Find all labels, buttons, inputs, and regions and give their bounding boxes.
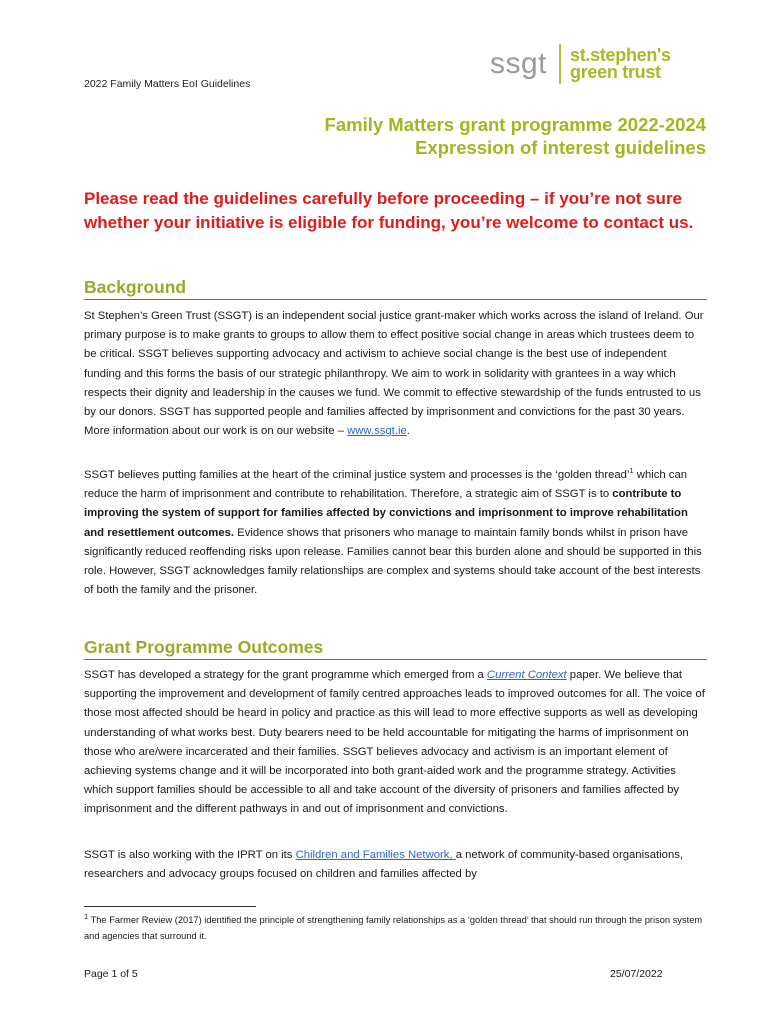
outcomes-paragraph-1 xyxy=(84,666,706,820)
outcomes-paragraph-2 xyxy=(84,846,706,884)
background-paragraph-2-mid: which can reduce the harm of imprisonment and contribute to rehabilitation. Therefore, a strategic aim of SSGT is to xyxy=(84,469,688,501)
background-paragraph-1 xyxy=(84,307,706,441)
footnote xyxy=(84,913,704,944)
footer-date: 25/07/2022 xyxy=(610,968,663,980)
background-paragraph-2-start: SSGT believes putting families at the heart of the criminal justice system and processes is the ‘golden thread’ xyxy=(84,469,630,481)
background-heading-rule xyxy=(84,299,707,300)
document-title xyxy=(325,113,706,159)
logo-divider xyxy=(559,44,561,84)
logo-name-line2: green trust xyxy=(570,62,661,82)
background-paragraph-2 xyxy=(84,466,706,600)
running-head: 2022 Family Matters EoI Guidelines xyxy=(84,78,251,90)
document-title-line2: Expression of interest guidelines xyxy=(415,137,706,158)
background-paragraph-2-end: Evidence shows that prisoners who manage to maintain family bonds whilst in prison have significantly reduced reoffending risks upon release. Families cannot bear this burden alone and should be supported in this role. However, SSGT acknowledges family relationships are complex and systems should take account of the best interests of both the family and the prisoner. xyxy=(84,526,702,597)
background-paragraph-1-text: St Stephen’s Green Trust (SSGT) is an independent social justice grant-maker which works across the island of Ireland. Our primary purpose is to make grants to groups to allow them to effect positive social change in areas which trustees deem to be critical. SSGT believes supporting advocacy and activism to achieve social change is the best use of independent funding and this forms the basis of our strategic philanthropy. We aim to work in solidarity with grantees in a way which respects their dignity and leadership in the causes we fund. We commit to effective stewardship of the funds entrusted to us by our donors. SSGT has supported people and families affected by imprisonment and convictions for the past 30 years. More information about our work is on our website – xyxy=(84,310,704,438)
outcomes-paragraph-2-end: a network of community-based organisations, researchers and advocacy groups focused on children and families affected by xyxy=(84,849,684,881)
outcomes-paragraph-1-start: SSGT has developed a strategy for the grant programme which emerged from a xyxy=(84,669,487,681)
page-number: Page 1 of 5 xyxy=(84,968,138,980)
guidelines-callout: Please read the guidelines carefully before proceeding – if you’re not sure whether your initiative is eligible for funding, you’re welcome to contact us. xyxy=(84,189,694,232)
children-families-network-link[interactable]: Children and Families Network, xyxy=(295,849,456,861)
outcomes-paragraph-1-end: paper. We believe that supporting the improvement and development of family centred approaches leads to improved outcomes for all. The voice of those most affected should be heard in policy and practice as this will lead to more effective supports as well as developing understanding of what works best. Duty bearers need to be held accountable for mitigating the harms of imprisonment on those who are/were incarcerated and their families. SSGT believes advocacy and activism is an important element of achieving systems change and it will be incorporated into both grant-aided work and the programme strategy. Activities which support families should be accessible to all and take account of the diversity of prisoners and families affected by imprisonment and the different pathways in and out of imprisonment and convictions. xyxy=(84,669,705,816)
website-link[interactable]: www.ssgt.ie xyxy=(347,425,407,438)
logo-name-line1: st.stephen's xyxy=(570,45,671,65)
logo-abbreviation: ssgt xyxy=(490,47,548,80)
footnote-reference[interactable]: 1 xyxy=(629,466,634,476)
strategic-aim-bold: contribute to improving the system of support for families affected by convictions and imprisonment to improve rehabilitation and resettlement outcomes. xyxy=(84,488,688,539)
logo-name xyxy=(570,47,671,81)
document-title-line1: Family Matters grant programme 2022-2024 xyxy=(324,114,706,135)
background-heading: Background xyxy=(84,277,187,297)
outcomes-heading-rule xyxy=(84,659,707,660)
background-paragraph-1-end: . xyxy=(406,425,410,438)
outcomes-heading: Grant Programme Outcomes xyxy=(84,637,324,657)
footnote-separator xyxy=(84,906,256,907)
outcomes-paragraph-2-start: SSGT is also working with the IPRT on its xyxy=(84,849,296,861)
footnote-number: 1 xyxy=(84,911,89,921)
current-context-link[interactable]: Current Context xyxy=(486,669,567,681)
footnote-text: The Farmer Review (2017) identified the principle of strengthening family relationships as a ‘golden thread’ that should run through the prison system and agencies that surround it. xyxy=(84,915,703,941)
ssgt-logo xyxy=(490,44,671,84)
